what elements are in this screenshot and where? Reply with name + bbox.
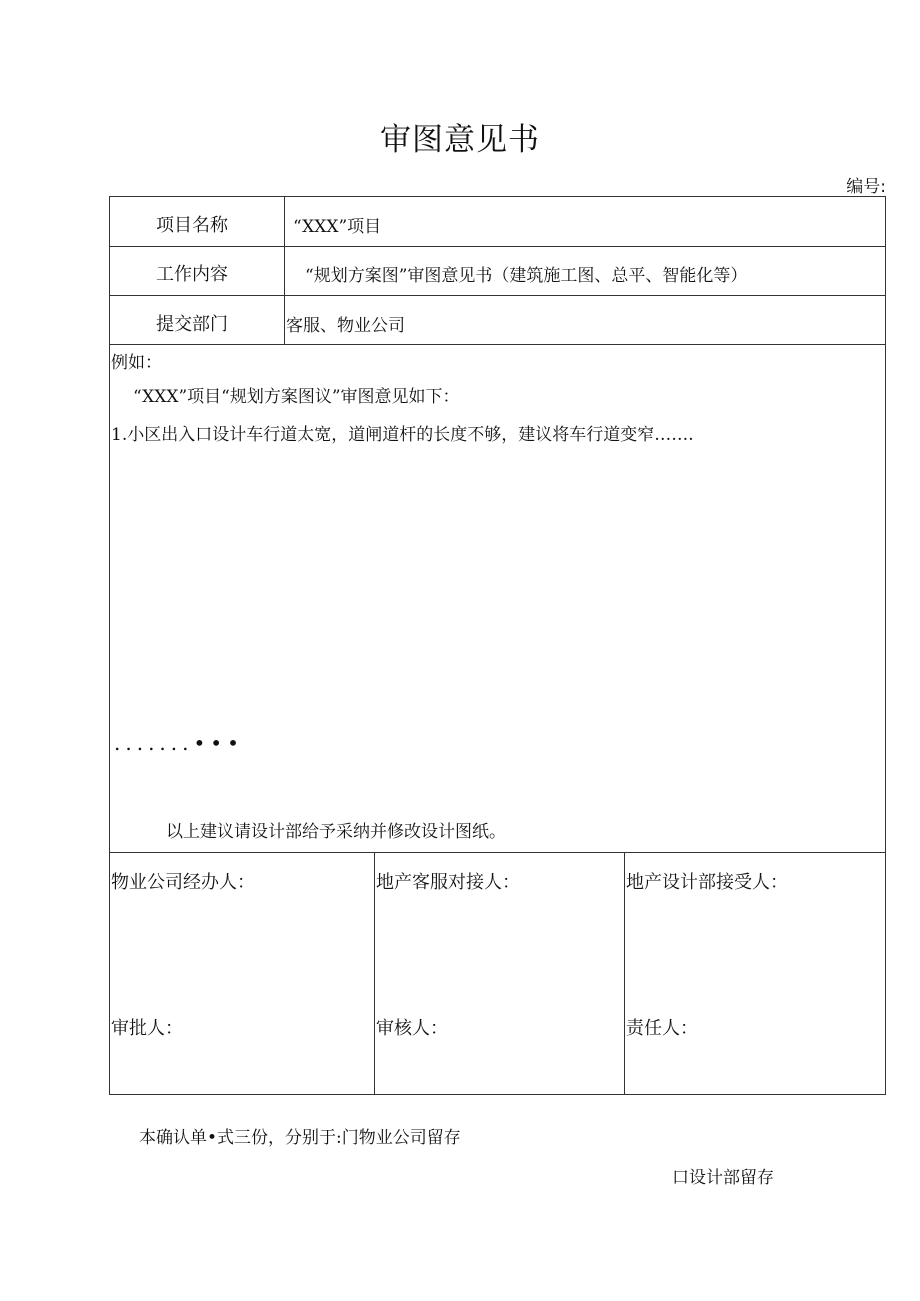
design-receiver-label: 地产设计部接受人：: [626, 872, 788, 893]
column-divider: [624, 852, 625, 1095]
row-divider: [109, 295, 886, 296]
responsible-label: 责任人：: [626, 1018, 698, 1039]
footer-copies-note: 本确认单•式三份，分别于:门物业公司留存: [139, 1128, 461, 1148]
example-label: 例如：: [111, 353, 162, 373]
column-divider: [284, 196, 285, 345]
opinion-conclusion: 以上建议请设计部给予采纳并修改设计图纸。: [166, 822, 506, 842]
project-name-label: 项目名称: [156, 215, 228, 236]
serial-number-label: 编号:: [846, 177, 886, 197]
project-name-value: “XXX”项目: [293, 217, 382, 237]
customer-service-contact-label: 地产客服对接人：: [376, 872, 520, 893]
document-title: 审图意见书: [380, 122, 540, 158]
opinion-intro: “XXX”项目“规划方案图议”审图意见如下：: [133, 387, 460, 407]
department-value: 客服、物业公司: [286, 316, 405, 336]
work-content-label: 工作内容: [156, 264, 228, 285]
reviewer-label: 审核人：: [376, 1018, 448, 1039]
approver-label: 审批人：: [111, 1018, 183, 1039]
opinion-item-1: 1.小区出入口设计车行道太宽，道闸道杆的长度不够，建议将车行道变窄…….: [111, 425, 694, 445]
work-content-value: “规划方案图”审图意见书（建筑施工图、总平、智能化等）: [305, 266, 748, 286]
column-divider: [374, 852, 375, 1095]
ellipsis-dots: .......•••: [114, 731, 244, 755]
row-divider: [109, 344, 886, 345]
row-divider: [109, 246, 886, 247]
property-handler-label: 物业公司经办人：: [111, 872, 255, 893]
signature-top-divider: [109, 852, 886, 853]
footer-design-copy: 口设计部留存: [672, 1168, 774, 1188]
department-label: 提交部门: [156, 314, 228, 335]
